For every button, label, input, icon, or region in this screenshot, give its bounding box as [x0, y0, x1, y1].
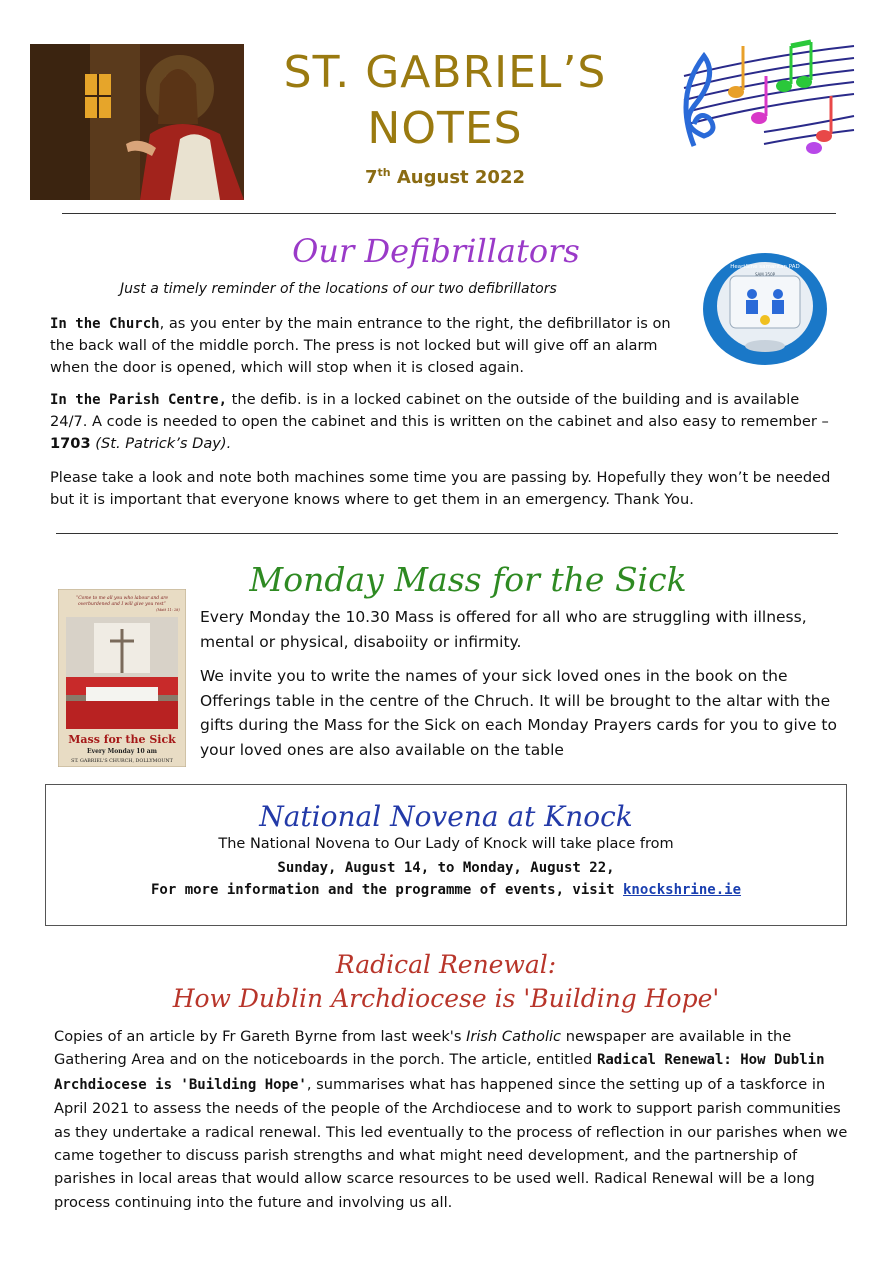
knockshrine-link[interactable]: knockshrine.ie: [623, 882, 742, 898]
rad-text-1: Copies of an article by Fr Gareth Byrne from last week's: [54, 1028, 467, 1045]
divider: [56, 533, 838, 534]
rad-article-title: Radical Renewal: How Dublin Archdiocese is 'Building Hope': [54, 1052, 825, 1093]
card-title: Mass for the Sick: [68, 733, 176, 746]
defib-code: 1703: [50, 435, 91, 452]
defibrillators-heading: Our Defibrillators: [292, 232, 580, 270]
music-notes-image: [664, 36, 862, 166]
defib-closing-paragraph: Please take a look and note both machines some time you are passing by. Hopefully they won’t be needed but it is important that everyone knows where to get them in an emergency. Thank You.: [50, 469, 831, 508]
defibrillators-intro: Just a timely reminder of the locations of our two defibrillators: [120, 281, 557, 297]
defib-church-label: In the Church: [50, 316, 160, 332]
newsletter-title-line1: ST. GABRIEL’S: [283, 47, 607, 98]
defib-model: SAM 350P: [754, 272, 776, 277]
mass-paragraph-2: We invite you to write the names of your sick loved ones in the book on the Offerings table in the centre of the Chruch. It will be brought to the altar with the gifts during the Mass for the Sick on each Monday Prayers cards for you to give to your loved ones are also available on the table: [200, 667, 837, 759]
date-suffix: th: [377, 166, 391, 179]
card-quote-ref: (Matt 11: 28): [156, 608, 180, 612]
card-subtitle: Every Monday 10 am: [87, 748, 157, 755]
radical-renewal-paragraph: [54, 1025, 854, 1214]
divider: [62, 213, 836, 214]
defib-church-text: , as you enter by the main entrance to the right, the defibrillator is on the back wall of the middle porch. The press is not locked but will give off an alarm when the door is opened, which will stop when it is closed again.: [50, 315, 671, 376]
defib-parish-centre-paragraph: [50, 389, 840, 455]
mass-for-sick-card-image: [58, 589, 186, 767]
defib-parish-centre-label: In the Parish Centre,: [50, 392, 228, 408]
novena-dates: Sunday, August 14, to Monday, August 22,: [277, 860, 615, 876]
defibrillator-image: [700, 246, 830, 368]
novena-info-line: [45, 882, 847, 898]
date-rest: August 2022: [396, 167, 526, 188]
defib-church-paragraph: [50, 313, 690, 379]
novena-heading: National Novena at Knock: [259, 800, 633, 833]
radical-renewal-heading-line1: Radical Renewal:: [335, 950, 557, 979]
card-quote-line1: “Come to me all you who labour and are: [75, 596, 169, 601]
radical-renewal-heading-line2: How Dublin Archdiocese is 'Building Hope': [172, 984, 720, 1013]
card-church: ST. GABRIEL'S CHURCH, DOLLYMOUNT: [71, 759, 173, 764]
issue-date: [255, 166, 635, 188]
defib-brand: HeartSine samaritan PAD: [730, 264, 800, 270]
rad-text-3: , summarises what has happened since the setting up of a taskforce in April 2021 to assess the needs of the people of the Archdiocese and to work to support parish communities as they undertake a radical renewal. This led eventually to the process of reflection in our parishes when we came together to discuss parish strengths and what might need development, and the partnership of parishes in local areas that would allow scarce resources to be used well. Radical Renewal will be a long process continuing into the future and involving us all.: [54, 1075, 848, 1211]
novena-info-text: For more information and the programme of events, visit: [150, 882, 623, 898]
mass-for-sick-heading: Monday Mass for the Sick: [249, 560, 687, 599]
newsletter-title-line2: NOTES: [367, 103, 523, 154]
mass-paragraph-1: Every Monday the 10.30 Mass is offered for all who are struggling with illness, mental or physical, disaboiity or infirmity.: [200, 608, 807, 651]
date-day: 7: [364, 167, 378, 188]
card-quote-line2: overburdened and I will give you rest”: [78, 602, 166, 607]
jesus-knocking-image: [30, 44, 244, 200]
rad-newspaper: Irish Catholic: [466, 1028, 562, 1045]
rad-text-2: newspaper are available in the Gathering Area and on the noticeboards in the porch. The article, entitled: [54, 1028, 792, 1069]
novena-line-1: The National Novena to Our Lady of Knock will take place from: [218, 836, 674, 852]
defib-parish-centre-text: the defib. is in a locked cabinet on the outside of the building and is available 24/7. A code is needed to open the cabinet and this is written on the cabinet and also easy to remember –: [50, 391, 829, 430]
defib-code-note: (St. Patrick’s Day).: [95, 435, 232, 452]
